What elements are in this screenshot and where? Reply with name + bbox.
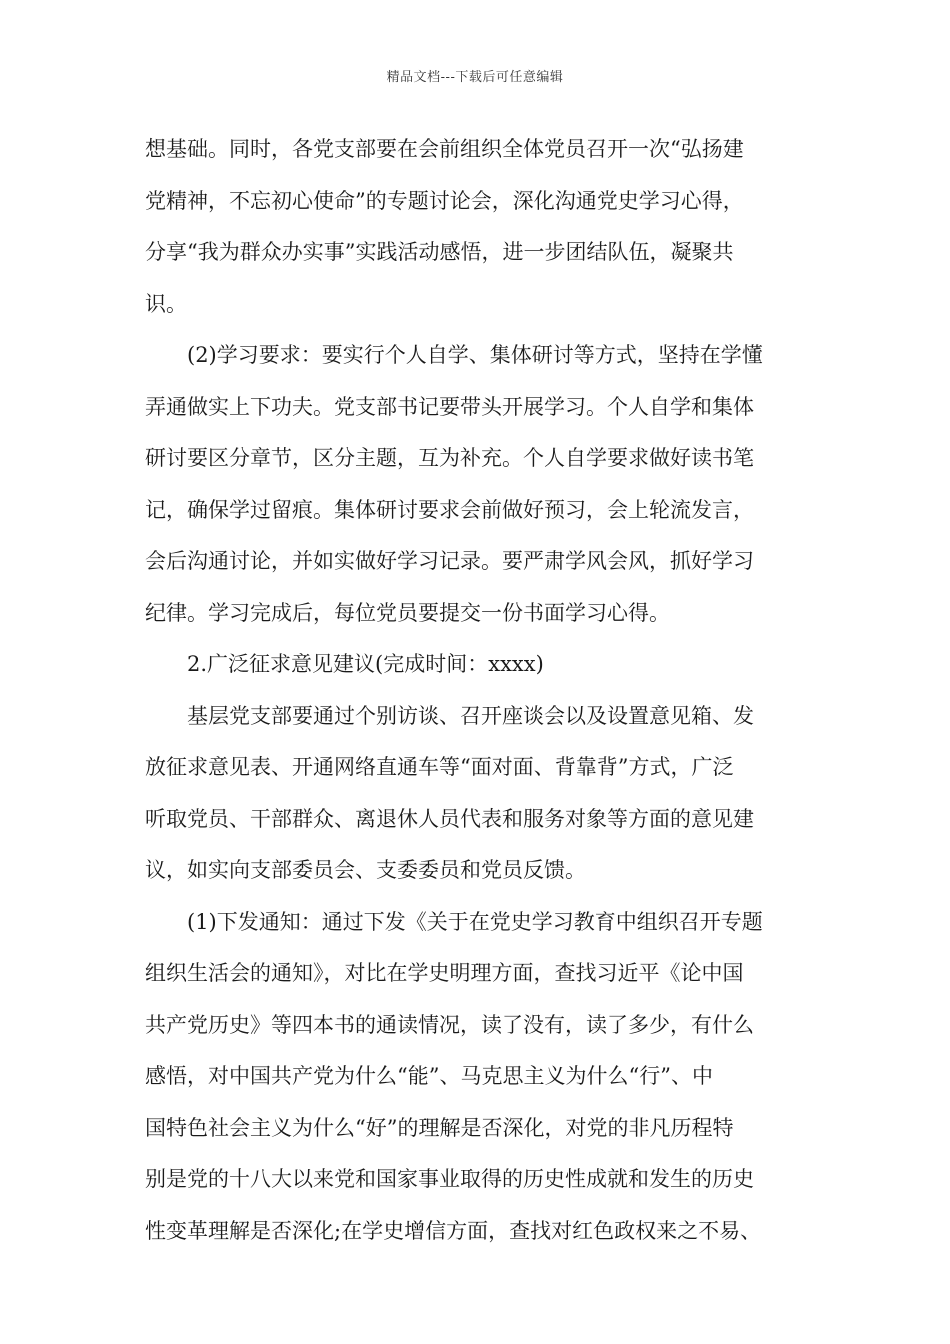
text-line: 性变革理解是否深化;在学史增信方面，查找对红色政权来之不易、: [145, 1218, 762, 1243]
text-line: 想基础。同时，各党支部要在会前组织全体党员召开一次“弘扬建: [145, 137, 744, 161]
text-line: 别是党的十八大以来党和国家事业取得的历史性成就和发生的历史: [145, 1167, 754, 1191]
text-line: 弄通做实上下功夫。党支部书记要带头开展学习。个人自学和集体: [145, 394, 754, 419]
text-line: 共产党历史》等四本书的通读情况，读了没有，读了多少，有什么: [145, 1012, 754, 1037]
text-line: 纪律。学习完成后，每位党员要提交一份书面学习心得。: [145, 600, 670, 625]
page-header: 精品文档---下载后可任意编辑: [386, 70, 564, 85]
text-line: 分享“我为群众办实事”实践活动感悟，进一步团结队伍，凝聚共: [145, 240, 734, 264]
section-heading: 2.广泛征求意见建议(完成时间：xxxx): [187, 652, 544, 676]
text-line: 听取党员、干部群众、离退休人员代表和服务对象等方面的意见建: [145, 806, 754, 831]
text-line: 基层党支部要通过个别访谈、召开座谈会以及设置意见箱、发: [187, 703, 754, 728]
text-line: 议，如实向支部委员会、支委委员和党员反馈。: [145, 858, 586, 882]
text-line: 组织生活会的通知》，对比在学史明理方面，查找习近平《论中国: [145, 961, 744, 985]
text-line: (2)学习要求：要实行个人自学、集体研讨等方式，坚持在学懂: [187, 343, 763, 367]
text-line: 感悟，对中国共产党为什么“能”、马克思主义为什么“行”、中: [145, 1064, 713, 1088]
text-line: 记，确保学过留痕。集体研讨要求会前做好预习，会上轮流发言，: [145, 497, 754, 522]
text-line: 国特色社会主义为什么“好”的理解是否深化，对党的非凡历程特: [145, 1115, 734, 1140]
text-line: 会后沟通讨论，并如实做好学习记录。要严肃学风会风，抓好学习: [145, 549, 754, 573]
document-body: [145, 124, 809, 1257]
text-line: 放征求意见表、开通网络直通车等“面对面、背靠背”方式，广泛: [145, 755, 734, 779]
text-line: 党精神，不忘初心使命”的专题讨论会，深化沟通党史学习心得，: [145, 188, 744, 213]
text-line: 研讨要区分章节，区分主题，互为补充。个人自学要求做好读书笔: [145, 446, 754, 470]
text-line: (1)下发通知：通过下发《关于在党史学习教育中组织召开专题: [187, 909, 763, 934]
text-line: 识。: [145, 291, 187, 316]
